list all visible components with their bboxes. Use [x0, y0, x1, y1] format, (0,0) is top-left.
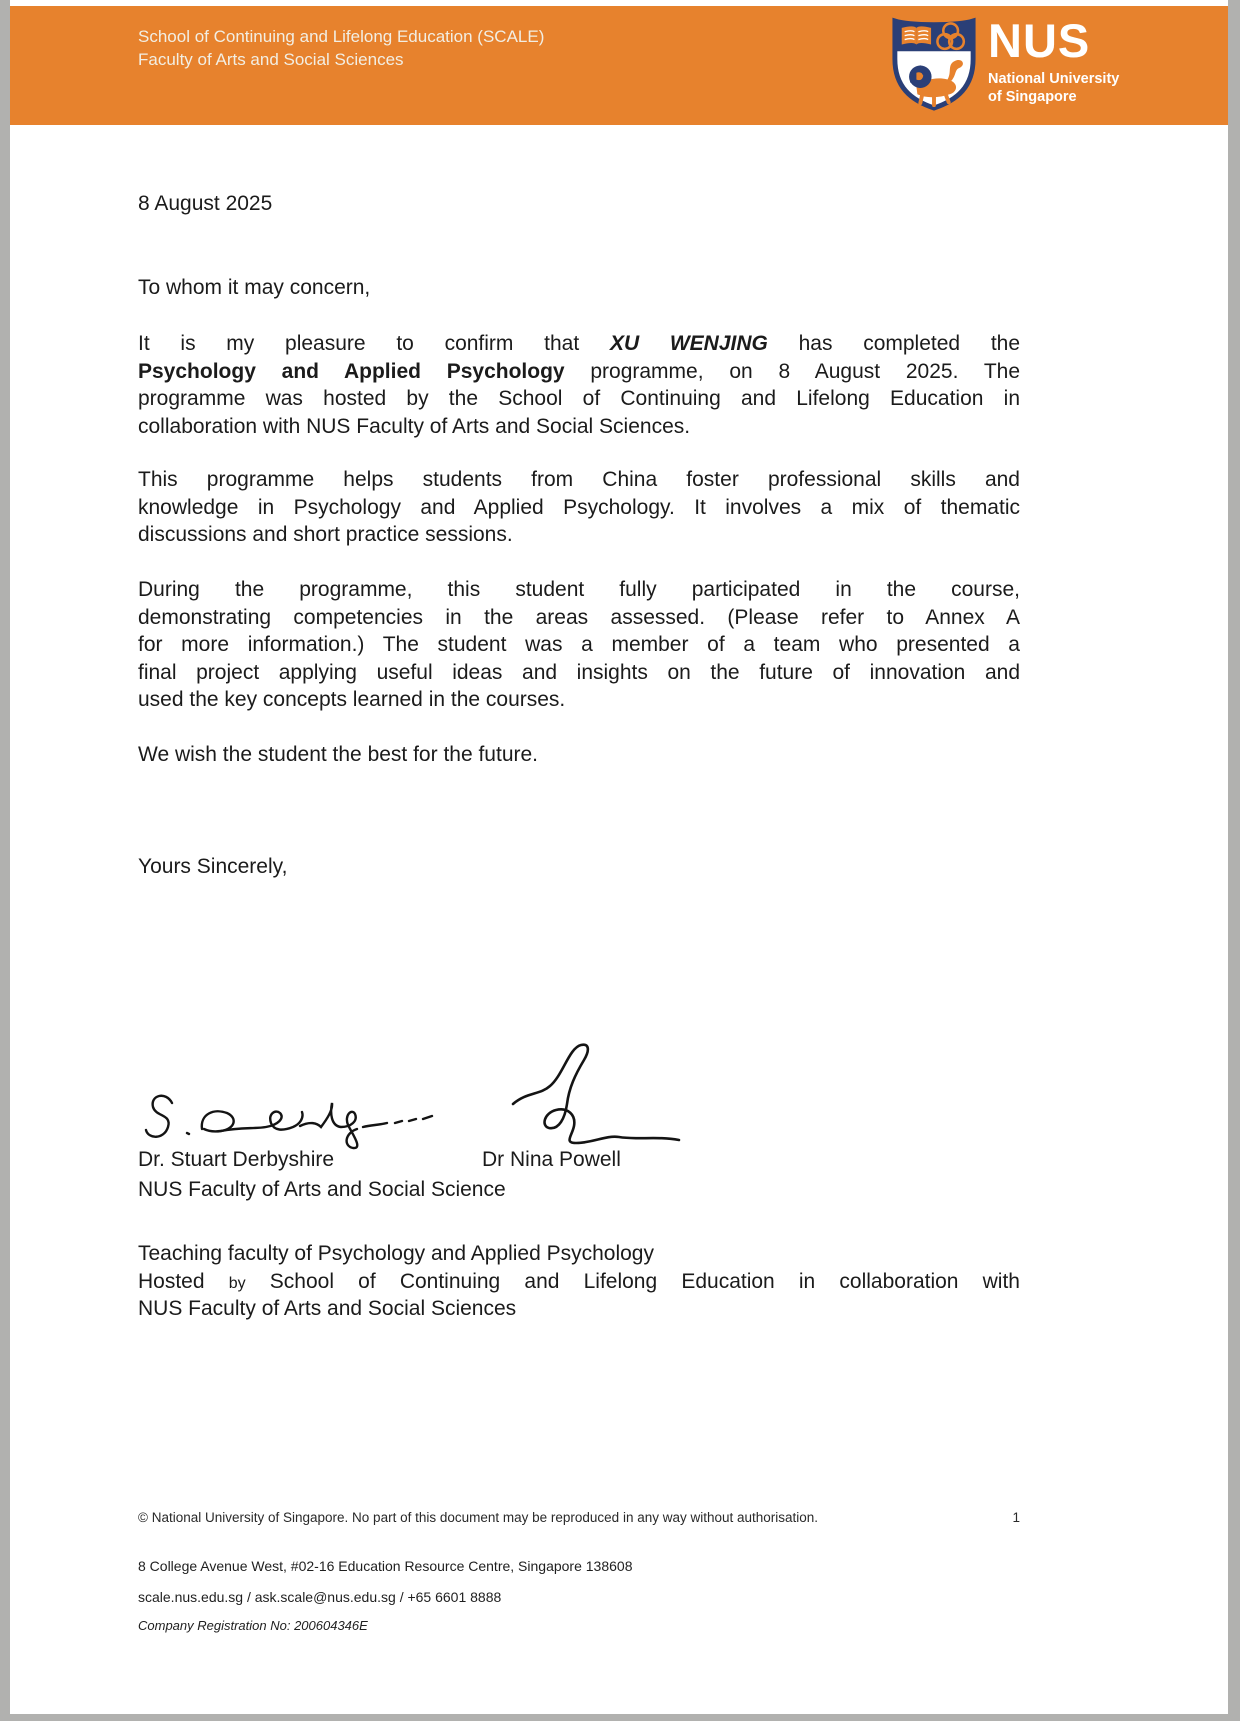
signature-stuart-derbyshire [142, 1083, 438, 1155]
nus-university-name: National University of Singapore [988, 71, 1120, 105]
footer-copyright-row [138, 1510, 1020, 1525]
signer-name-left: Dr. Stuart Derbyshire [138, 1148, 335, 1171]
body-paragraph-4: We wish the student the best for the future. [138, 743, 539, 766]
nus-logo [890, 16, 1119, 114]
letter-salutation: To whom it may concern, [138, 276, 371, 299]
header-school-line2: Faculty of Arts and Social Sciences [138, 50, 404, 69]
teaching-note: Teaching faculty of Psychology and Applied Psychology Hosted by School of Continuing and Lifelong Education in collaboration with NUS Faculty of Arts and Social Sciences [138, 1242, 1020, 1320]
signer-name-right: Dr Nina Powell [482, 1148, 621, 1171]
header-school-block [138, 25, 544, 71]
header-school-line1: School of Continuing and Lifelong Education (SCALE) [138, 27, 545, 46]
document-page [10, 0, 1228, 1714]
header-band [10, 6, 1228, 125]
footer-copyright: © National University of Singapore. No part of this document may be reproduced in any way without authorisation. [138, 1510, 819, 1525]
nus-shield-icon [890, 16, 978, 117]
nus-acronym: NUS [988, 14, 1091, 67]
letter-closing: Yours Sincerely, [138, 855, 288, 878]
body-paragraph-1: It is my pleasure to confirm that XU WENJING has completed the Psychology and Applied Psychology programme, on 8 August 2025. The programme was hosted by the School of Continuing and Lifelong Education in collaboration with NUS Faculty of Arts and Social Sciences. [138, 332, 1021, 438]
footer-address: 8 College Avenue West, #02-16 Education Resource Centre, Singapore 138608 [138, 1558, 633, 1574]
page-number: 1 [1012, 1510, 1020, 1525]
signer-names-row [138, 1146, 1020, 1174]
nus-logo-text [988, 16, 1119, 106]
signer-affiliation: NUS Faculty of Arts and Social Science [138, 1178, 506, 1201]
footer-registration: Company Registration No: 200604346E [138, 1618, 368, 1633]
signature-nina-powell [505, 1040, 687, 1160]
body-paragraph-2: This programme helps students from China foster professional skills and knowledge in Psychology and Applied Psychology. It involves a mix of thematic discussions and short practice sessions. [138, 468, 1020, 546]
body-paragraph-3: During the programme, this student fully participated in the course, demonstrating competencies in the areas assessed. (Please refer to Annex A for more information.) The student was a member of a team who presented a final project applying useful ideas and insights on the future of innovation and used the key concepts learned in the courses. [138, 578, 1020, 711]
letter-date: 8 August 2025 [138, 192, 273, 215]
footer-contact: scale.nus.edu.sg / ask.scale@nus.edu.sg / +65 6601 8888 [138, 1589, 502, 1605]
